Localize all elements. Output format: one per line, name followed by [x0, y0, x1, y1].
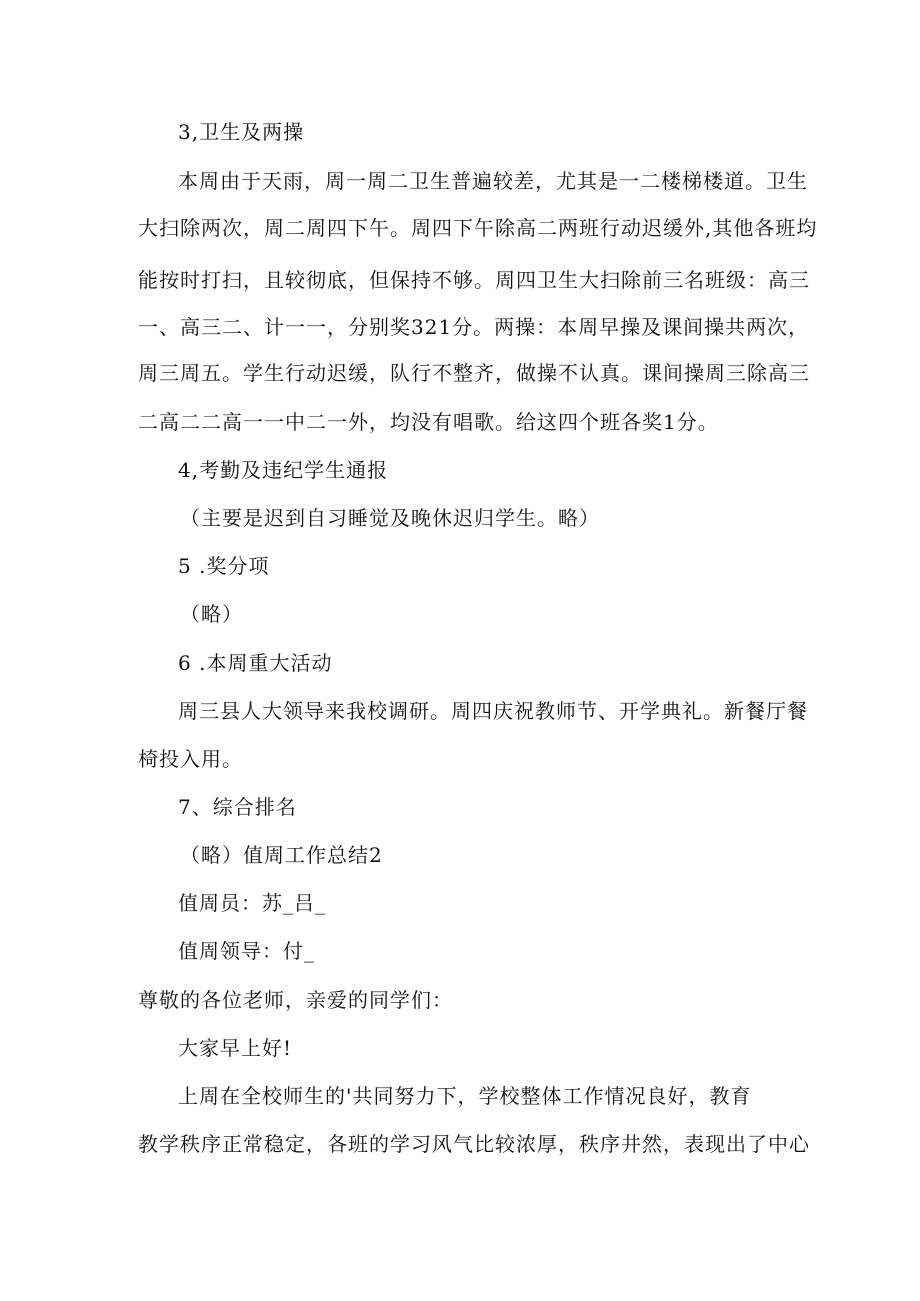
paragraph-line: （略）值周工作总结2	[180, 843, 383, 867]
paragraph-line: 周三周五。学生行动迟缓，队行不整齐，做操不认真。课间操周三除高三	[138, 361, 810, 385]
paragraph-line: 本周由于天雨，周一周二卫生普遍较差，尤其是一二楼梯楼道。卫生	[178, 169, 808, 193]
paragraph-line: 大家早上好!	[178, 1036, 293, 1060]
paragraph-line: 大扫除两次，周二周四下午。周四下午除高二两班行动迟缓外,其他各班均	[138, 216, 818, 240]
section-heading-hygiene: 3,卫生及两操	[178, 120, 305, 144]
paragraph-line: 周三县人大领导来我校调研。周四庆祝教师节、开学典礼。新餐厅餐	[178, 699, 808, 723]
paragraph-line: （主要是迟到自习睡觉及晚休迟归学生。略）	[180, 506, 600, 530]
greeting-line: 尊敬的各位老师，亲爱的同学们：	[138, 988, 453, 1012]
section-heading-attendance: 4,考勤及违纪学生通报	[178, 458, 389, 482]
duty-leader-line: 值周领导：付_	[178, 939, 315, 963]
paragraph-line: 能按时打扫，且较彻底，但保持不够。周四卫生大扫除前三名班级：高三	[138, 268, 810, 292]
section-heading-bonus: 5 .奖分项	[178, 554, 270, 578]
duty-staff-line: 值周员：苏_吕_	[178, 891, 326, 915]
section-heading-activities: 6 .本周重大活动	[178, 651, 333, 675]
paragraph-line: 一、高三二、计一一，分别奖321分。两操：本周早操及课间操共两次，	[138, 315, 810, 339]
paragraph-line: 二高二二高一一中二一外，均没有唱歌。给这四个班各奖1分。	[138, 410, 719, 434]
section-heading-ranking: 7、综合排名	[178, 795, 297, 819]
paragraph-line: （略）	[180, 602, 243, 626]
paragraph-line: 教学秩序正常稳定，各班的学习风气比较浓厚，秩序井然，表现出了中心	[138, 1132, 810, 1156]
paragraph-line: 椅投入用。	[138, 747, 243, 771]
paragraph-line: 上周在全校师生的'共同努力下，学校整体工作情况良好，教育	[178, 1084, 752, 1108]
